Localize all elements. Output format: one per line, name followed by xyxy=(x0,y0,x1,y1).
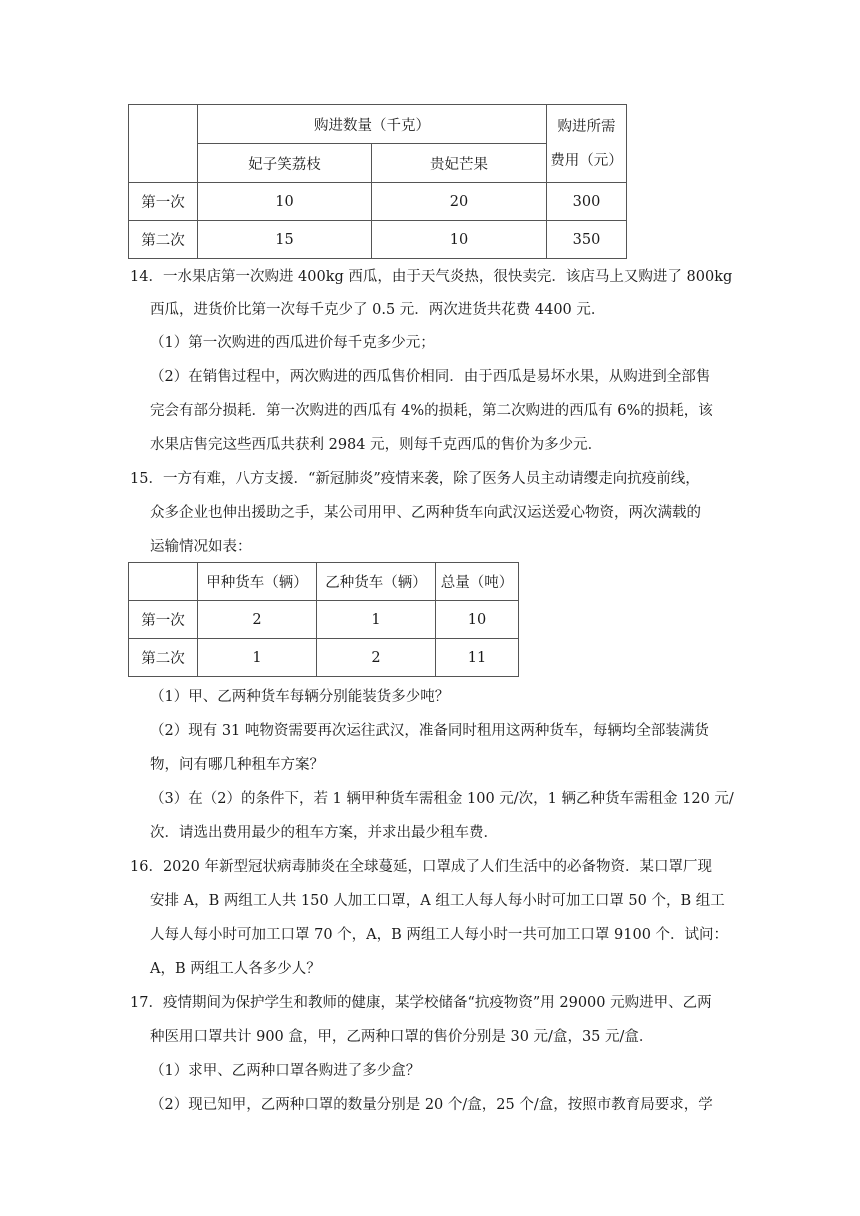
table-row xyxy=(129,183,627,221)
q16-line1: 16．2020 年新型冠状病毒肺炎在全球蔓延，口罩成了人们生活中的必备物资．某口罩厂现 xyxy=(130,859,712,875)
q14-line1: 14．一水果店第一次购进 400kg 西瓜，由于天气炎热，很快卖完．该店马上又购进了 800kg xyxy=(130,269,733,285)
cost-header-line1: 购进所需 xyxy=(557,118,616,135)
cell-value: 2 xyxy=(317,639,436,677)
row-label: 第一次 xyxy=(129,183,198,221)
row-label: 第二次 xyxy=(129,639,198,677)
q17-line1: 17．疫情期间为保护学生和教师的健康，某学校储备“抗疫物资”用 29000 元购进甲、乙两 xyxy=(130,995,712,1011)
q17-sub2-line1: （2）现已知甲，乙两种口罩的数量分别是 20 个/盒，25 个/盒，按照市教育局要求，学 xyxy=(150,1097,713,1113)
cell-value: 1 xyxy=(198,639,317,677)
q14-sub2-line3: 水果店售完这些西瓜共获利 2984 元，则每千克西瓜的售价为多少元． xyxy=(150,437,603,453)
col-header-lychee: 妃子笑荔枝 xyxy=(198,144,372,183)
truck-table xyxy=(128,562,519,677)
cell-value: 300 xyxy=(547,183,627,221)
q14-sub1: （1）第一次购进的西瓜进价每千克多少元； xyxy=(150,335,435,351)
q15-sub3-line1: （3）在（2）的条件下，若 1 辆甲种货车需租金 100 元/次，1 辆乙种货车需租金 120 元/ xyxy=(150,791,734,807)
table-row xyxy=(129,639,519,677)
row-label: 第二次 xyxy=(129,221,198,259)
q16-line2: 安排 A，B 两组工人共 150 人加工口罩，A 组工人每人每小时可加工口罩 50 个，B 组工 xyxy=(150,893,725,909)
cell-value: 11 xyxy=(436,639,519,677)
quantity-group-header: 购进数量（千克） xyxy=(198,105,547,144)
cell-value: 10 xyxy=(198,183,372,221)
table-row xyxy=(129,221,627,259)
q14-sub2-line2: 完会有部分损耗．第一次购进的西瓜有 4%的损耗，第二次购进的西瓜有 6%的损耗，该 xyxy=(150,403,713,419)
q14-sub2-line1: （2）在销售过程中，两次购进的西瓜售价相同．由于西瓜是易坏水果，从购进到全部售 xyxy=(150,369,711,385)
cell-value: 10 xyxy=(436,601,519,639)
q15-line2: 众多企业也伸出援助之手，某公司用甲、乙两种货车向武汉运送爱心物资，两次满载的 xyxy=(150,505,701,521)
table-corner-cell xyxy=(129,563,198,601)
q16-line4: A，B 两组工人各多少人？ xyxy=(150,961,321,977)
table-corner-cell xyxy=(129,105,198,183)
row-label: 第一次 xyxy=(129,601,198,639)
q15-sub2-line2: 物，问有哪几种租车方案？ xyxy=(150,757,324,773)
cell-value: 20 xyxy=(372,183,547,221)
q15-line3: 运输情况如表： xyxy=(150,539,252,555)
cell-value: 2 xyxy=(198,601,317,639)
q15-sub3-line2: 次．请选出费用最少的租车方案，并求出最少租车费． xyxy=(150,825,498,841)
q14-line2: 西瓜，进货价比第一次每千克少了 0.5 元．两次进货共花费 4400 元． xyxy=(150,302,606,318)
cost-header-line2: 费用（元） xyxy=(550,152,623,169)
cell-value: 10 xyxy=(372,221,547,259)
cell-value: 350 xyxy=(547,221,627,259)
col-header-mango: 贵妃芒果 xyxy=(372,144,547,183)
q17-line2: 种医用口罩共计 900 盒，甲，乙两种口罩的售价分别是 30 元/盒，35 元/盒． xyxy=(150,1029,654,1045)
q17-sub1: （1）求甲、乙两种口罩各购进了多少盒？ xyxy=(150,1063,421,1079)
col-header-truck-a: 甲种货车（辆） xyxy=(198,563,317,601)
col-header-total: 总量（吨） xyxy=(436,563,519,601)
q15-sub2-line1: （2）现有 31 吨物资需要再次运往武汉，准备同时租用这两种货车，每辆均全部装满货 xyxy=(150,723,709,739)
table-row xyxy=(129,601,519,639)
col-header-truck-b: 乙种货车（辆） xyxy=(317,563,436,601)
purchase-table xyxy=(128,104,627,259)
cell-value: 1 xyxy=(317,601,436,639)
q15-line1: 15．一方有难，八方支援．“新冠肺炎”疫情来袭，除了医务人员主动请缨走向抗疫前线， xyxy=(130,471,700,487)
cell-value: 15 xyxy=(198,221,372,259)
q16-line3: 人每人每小时可加工口罩 70 个，A，B 两组工人每小时一共可加工口罩 9100 个．试问： xyxy=(150,927,729,943)
cost-header xyxy=(547,105,627,183)
q15-sub1: （1）甲、乙两种货车每辆分别能装货多少吨？ xyxy=(150,689,450,705)
